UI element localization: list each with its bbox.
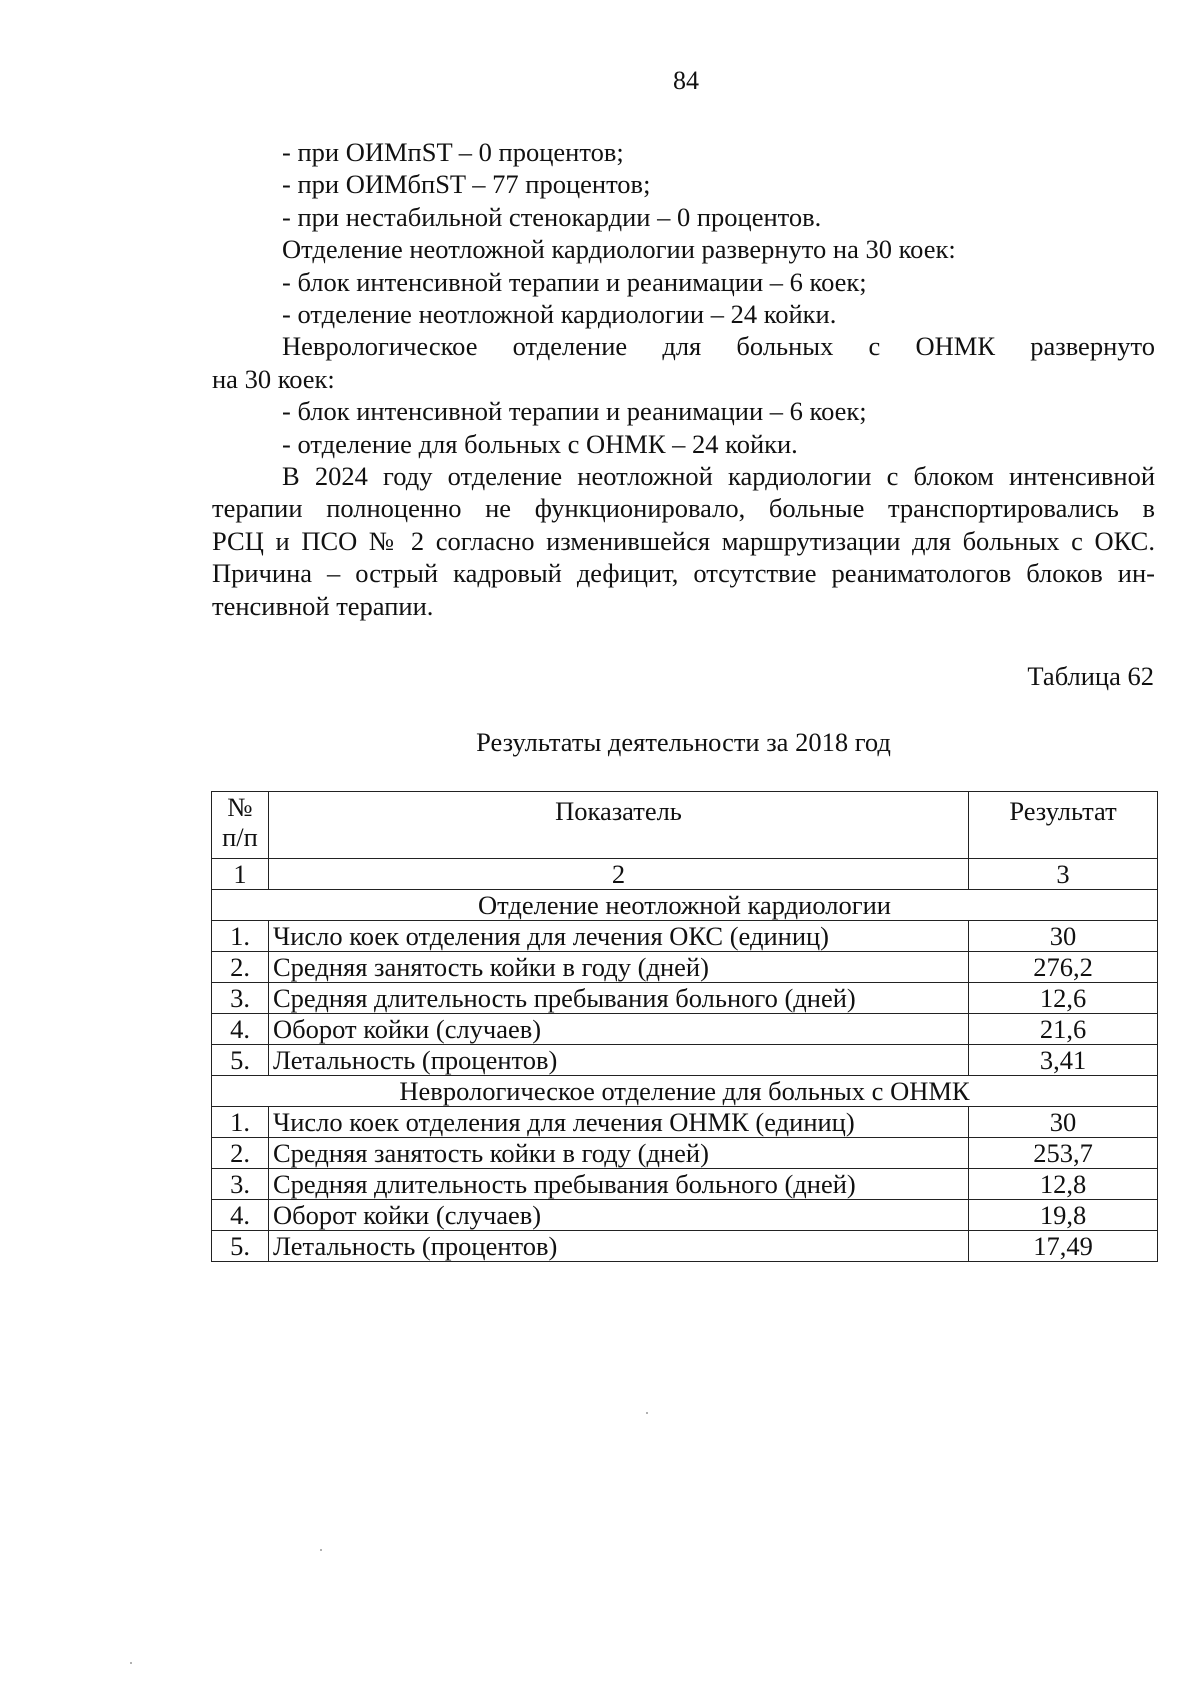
header-indicator: Показатель: [269, 792, 969, 859]
scan-speck: [130, 1662, 132, 1664]
row-result: 19,8: [969, 1200, 1158, 1231]
paragraph-line: Отделение неотложной кардиологии развернуто на 30 коек:: [282, 234, 956, 265]
row-indicator: Число коек отделения для лечения ОНМК (единиц): [269, 1107, 969, 1138]
row-indicator: Средняя занятость койки в году (дней): [269, 1138, 969, 1169]
row-num: 3.: [212, 983, 269, 1014]
column-number: 1: [212, 859, 269, 890]
section-row: [212, 1076, 1158, 1107]
table-row: [212, 1169, 1158, 1200]
table-row: [212, 921, 1158, 952]
row-result: 276,2: [969, 952, 1158, 983]
row-indicator: Средняя длительность пребывания больного (дней): [269, 1169, 969, 1200]
row-num: 5.: [212, 1231, 269, 1262]
table-row: [212, 952, 1158, 983]
row-num: 2.: [212, 1138, 269, 1169]
paragraph-line: Неврологическое отделение для больных с ОНМК развернуто: [282, 331, 1155, 362]
table-row: [212, 983, 1158, 1014]
row-num: 2.: [212, 952, 269, 983]
row-num: 4.: [212, 1200, 269, 1231]
section-title: Неврологическое отделение для больных с ОНМК: [212, 1076, 1158, 1107]
row-result: 3,41: [969, 1045, 1158, 1076]
row-indicator: Средняя занятость койки в году (дней): [269, 952, 969, 983]
row-result: 12,6: [969, 983, 1158, 1014]
row-indicator: Средняя длительность пребывания больного (дней): [269, 983, 969, 1014]
row-indicator: Летальность (процентов): [269, 1045, 969, 1076]
section-title: Отделение неотложной кардиологии: [212, 890, 1158, 921]
paragraph-line: В 2024 году отделение неотложной кардиологии с блоком интенсивной: [282, 461, 1155, 492]
table-row: [212, 1107, 1158, 1138]
table-row: [212, 1231, 1158, 1262]
table-title: Результаты деятельности за 2018 год: [476, 727, 891, 757]
table-row: [212, 1138, 1158, 1169]
body-text: [212, 136, 1155, 622]
table-row: [212, 1200, 1158, 1231]
row-num: 5.: [212, 1045, 269, 1076]
row-indicator: Число коек отделения для лечения ОКС (единиц): [269, 921, 969, 952]
row-indicator: Оборот койки (случаев): [269, 1014, 969, 1045]
row-num: 3.: [212, 1169, 269, 1200]
paragraph-line: на 30 коек:: [212, 363, 335, 394]
paragraph-line: Причина – острый кадровый дефицит, отсутствие реаниматологов блоков ин-: [212, 558, 1155, 589]
row-result: 30: [969, 1107, 1158, 1138]
scan-speck: [646, 1412, 648, 1414]
results-table: [211, 791, 1158, 1262]
paragraph-line: терапии полноценно не функционировало, больные транспортировались в: [212, 493, 1155, 524]
paragraph-line: - при нестабильной стенокардии – 0 процентов.: [282, 201, 822, 232]
table-label: Таблица 62: [1027, 661, 1154, 691]
column-number-row: [212, 859, 1158, 890]
row-result: 21,6: [969, 1014, 1158, 1045]
page-number: 84: [673, 66, 699, 95]
row-num: 1.: [212, 1107, 269, 1138]
row-result: 30: [969, 921, 1158, 952]
table-header-row: [212, 792, 1158, 859]
table-row: [212, 1014, 1158, 1045]
paragraph-line: - блок интенсивной терапии и реанимации – 6 коек;: [282, 396, 867, 427]
table-row: [212, 1045, 1158, 1076]
row-indicator: Оборот койки (случаев): [269, 1200, 969, 1231]
header-result: Результат: [969, 792, 1158, 859]
column-number: 3: [969, 859, 1158, 890]
paragraph-line: - при ОИМпST – 0 процентов;: [282, 137, 624, 167]
row-num: 4.: [212, 1014, 269, 1045]
row-result: 17,49: [969, 1231, 1158, 1262]
paragraph-line: РСЦ и ПСО № 2 согласно изменившейся маршрутизации для больных с ОКС.: [212, 525, 1155, 556]
paragraph-line: - при ОИМбпST – 77 процентов;: [282, 169, 651, 200]
column-number: 2: [269, 859, 969, 890]
row-result: 253,7: [969, 1138, 1158, 1169]
paragraph-line: - блок интенсивной терапии и реанимации – 6 коек;: [282, 266, 867, 297]
row-num: 1.: [212, 921, 269, 952]
paragraph-line: тенсивной терапии.: [212, 590, 434, 621]
section-row: [212, 890, 1158, 921]
scan-speck: [320, 1549, 322, 1551]
paragraph-line: - отделение неотложной кардиологии – 24 койки.: [282, 299, 837, 330]
row-result: 12,8: [969, 1169, 1158, 1200]
paragraph-line: - отделение для больных с ОНМК – 24 койки.: [282, 428, 798, 459]
header-num: № п/п: [212, 792, 269, 859]
row-indicator: Летальность (процентов): [269, 1231, 969, 1262]
